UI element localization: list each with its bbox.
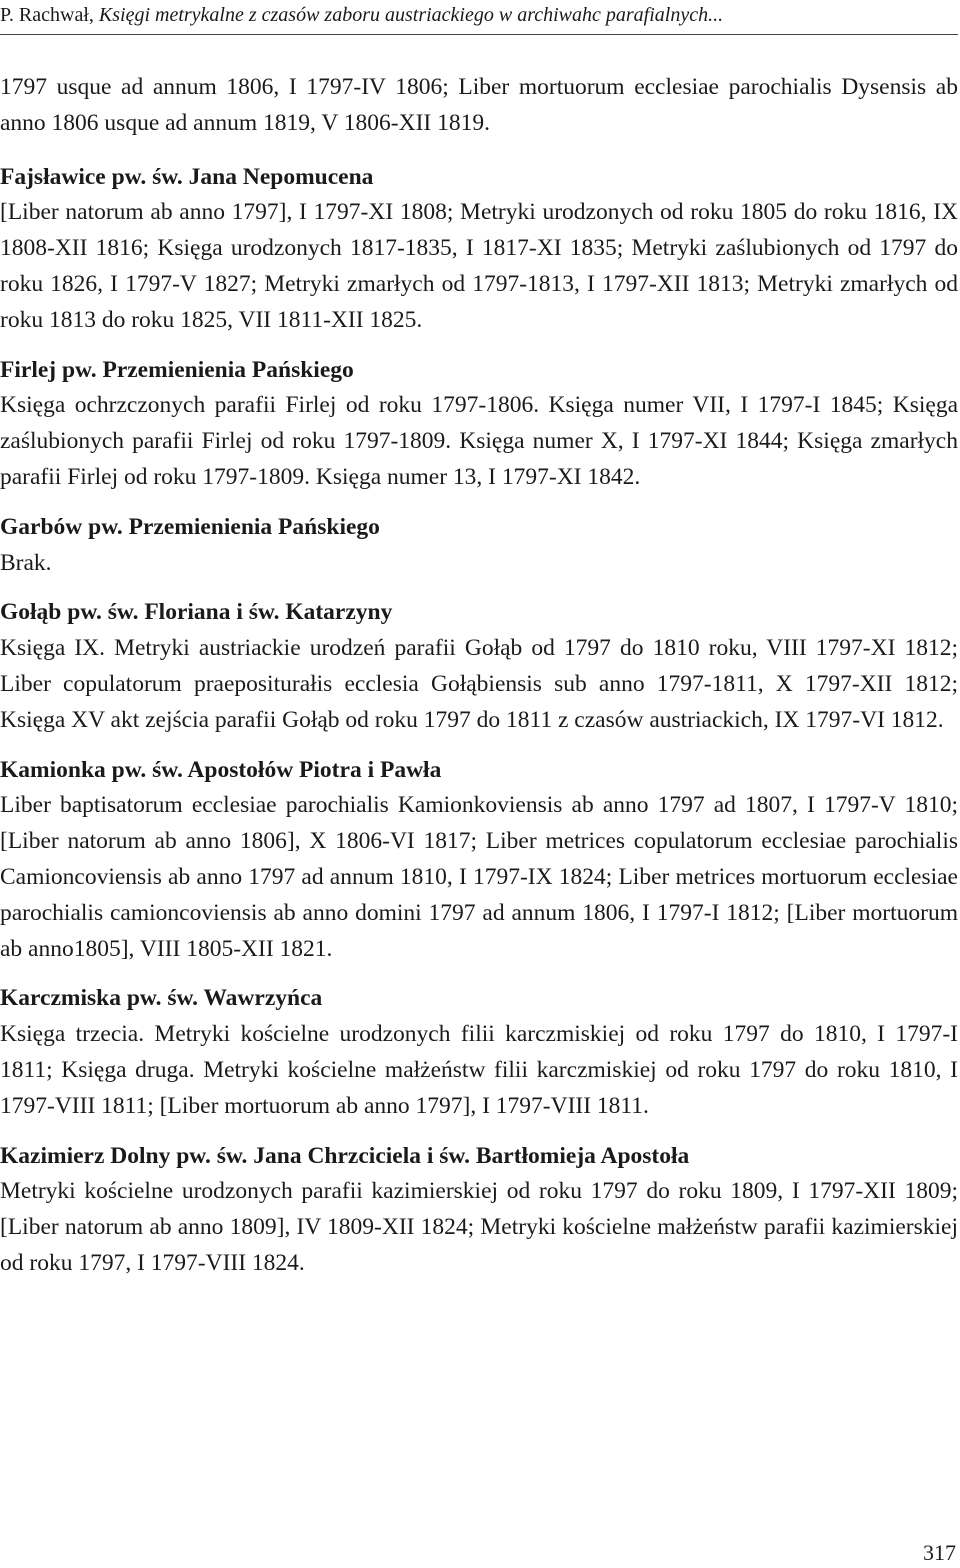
header-author: P. Rachwał, <box>0 4 99 26</box>
parish-entry-garbow <box>0 510 958 582</box>
running-header <box>0 2 958 35</box>
parish-entry-fajslawice <box>0 160 958 339</box>
parish-entry-kazimierz-dolny <box>0 1139 958 1282</box>
page-number: 317 <box>923 1540 956 1565</box>
continuation-text: 1797 usque ad annum 1806, I 1797-IV 1806; Liber mortuorum ecclesiae parochialis Dysensis ab anno 1806 usque ad annum 1819, V 1806-XII 1819. <box>0 74 958 136</box>
parish-title: Karczmiska pw. św. Wawrzyńca <box>0 985 323 1012</box>
parish-body: [Liber natorum ab anno 1797], I 1797-XI 1808; Metryki urodzonych od roku 1805 do roku 1816, IX 1808-XII 1816; Księga urodzonych 1817-1835, I 1817-XI 1835; Metryki zaślubionych od 1797 do roku 1826, I 1797-V 1827; Metryki zmarłych od 1797-1813, I 1797-XII 1813; Metryki zmarłych od roku 1813 do roku 1825, VII 1811-XII 1825. <box>0 199 958 333</box>
parish-body: Księga ochrzczonych parafii Firlej od roku 1797-1806. Księga numer VII, I 1797-I 1845; Księga zaślubionych parafii Firlej od roku 1797-1809. Księga numer X, I 1797-XI 1844; Księga zmarłych parafii Firlej od roku 1797-1809. Księga numer 13, I 1797-XI 1842. <box>0 392 958 490</box>
parish-title: Kamionka pw. św. Apostołów Piotra i Pawła <box>0 756 442 783</box>
header-title: Księgi metrykalne z czasów zaboru austriackiego w archiwahc parafialnych... <box>98 4 724 26</box>
parish-body: Liber baptisatorum ecclesiae parochialis Kamionkoviensis ab anno 1797 ad 1807, I 1797-V 1810; [Liber natorum ab anno 1806], X 1806-VI 1817; Liber metrices copulatorum ecclesiae parochialis Camioncoviensis ab anno 1797 ad annum 1810, I 1797-IX 1824; Liber metrices mortuorum ecclesiae parochialis camioncoviensis ab anno domini 1797 ad annum 1806, I 1797-I 1812; [Liber mortuorum ab anno1805], VIII 1805-XII 1821. <box>0 792 958 962</box>
parish-title: Firlej pw. Przemienienia Pańskiego <box>0 356 354 383</box>
continuation-entry <box>0 70 958 142</box>
parish-entry-karczmiska <box>0 981 958 1124</box>
parish-title: Gołąb pw. św. Floriana i św. Katarzyny <box>0 599 393 626</box>
page-content <box>0 70 958 1296</box>
parish-body: Metryki kościelne urodzonych parafii kazimierskiej od roku 1797 do roku 1809, I 1797-XII 1809; [Liber natorum ab anno 1809], IV 1809-XII 1824; Metryki kościelne małżeństw parafii kazimierskiej od roku 1797, I 1797-VIII 1824. <box>0 1178 958 1276</box>
parish-entry-kamionka <box>0 753 958 968</box>
parish-body: Księga trzecia. Metryki kościelne urodzonych filii karczmiskiej od roku 1797 do 1810, I 1797-I 1811; Księga druga. Metryki kościelne małżeństw filii karczmiskiej od roku 1797 do roku 1810, I 1797-VIII 1811; [Liber mortuorum ab anno 1797], I 1797-VIII 1811. <box>0 1021 958 1119</box>
parish-title: Garbów pw. Przemienienia Pańskiego <box>0 513 380 540</box>
parish-body: Brak. <box>0 549 52 576</box>
parish-entry-golab <box>0 595 958 738</box>
parish-body: Księga IX. Metryki austriackie urodzeń parafii Gołąb od 1797 do 1810 roku, VIII 1797-XI 1812; Liber copulatorum praepositurałis ecclesia Gołąbiensis sub anno 1797-1811, X 1797-XII 1812; Księga XV akt zejścia parafii Gołąb od roku 1797 do 1811 z czasów austriackich, IX 1797-VI 1812. <box>0 635 958 733</box>
parish-title: Kazimierz Dolny pw. św. Jana Chrzciciela i św. Bartłomieja Apostoła <box>0 1142 690 1169</box>
parish-entry-firlej <box>0 353 958 496</box>
parish-title: Fajsławice pw. św. Jana Nepomucena <box>0 163 374 190</box>
